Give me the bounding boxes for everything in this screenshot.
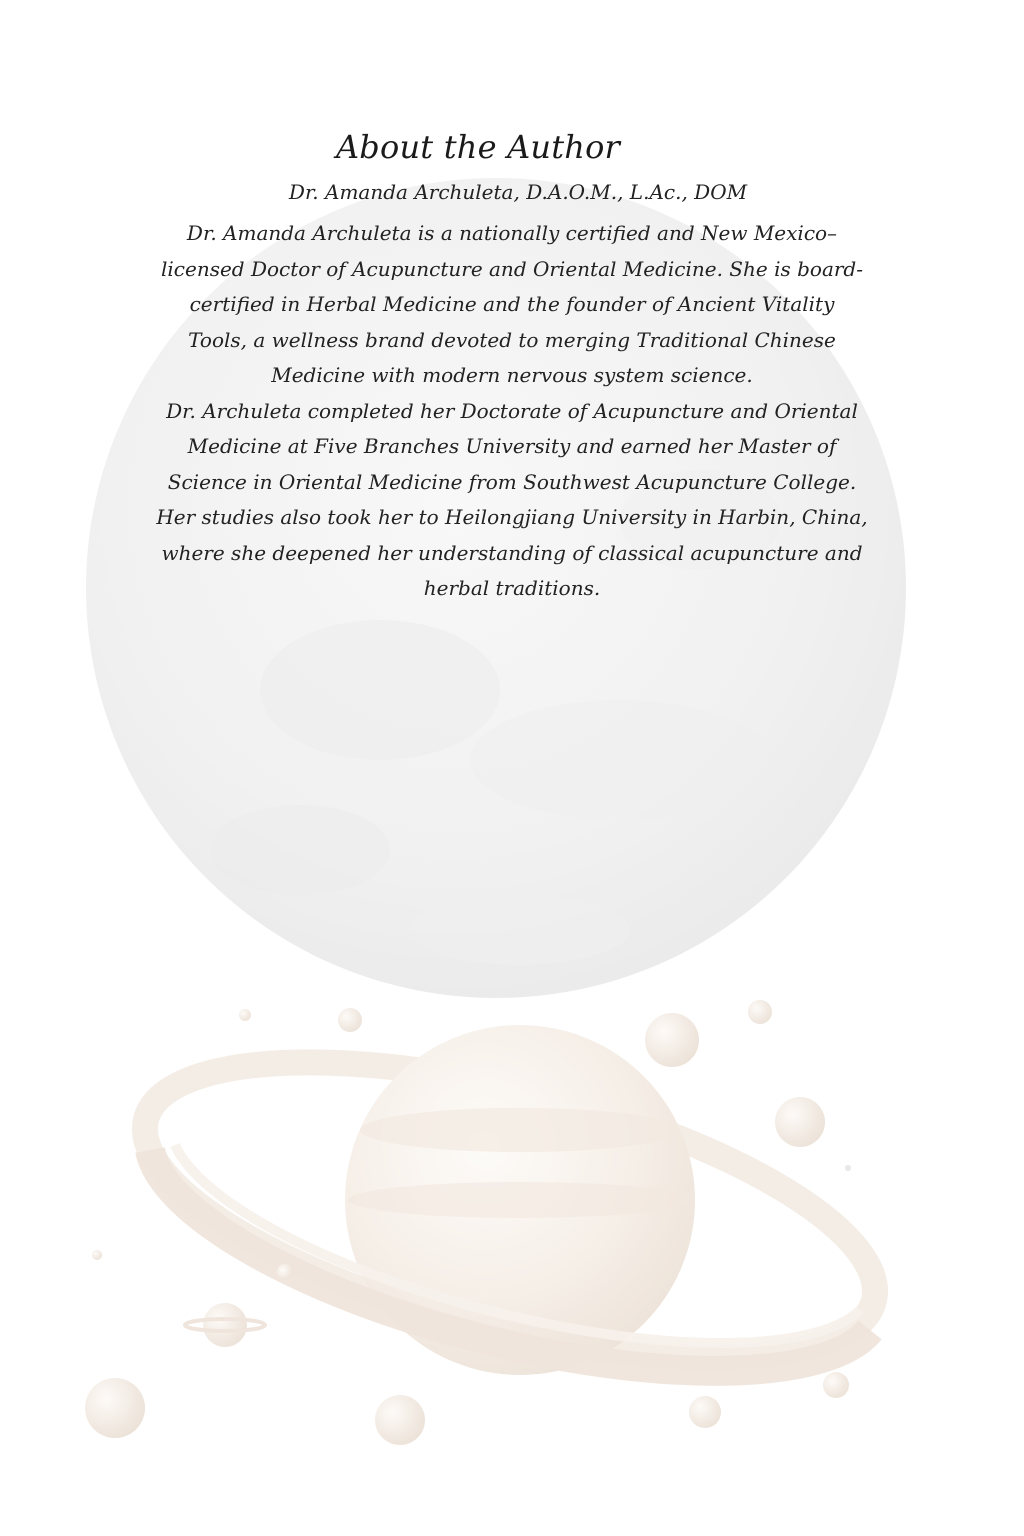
bio-line: Her studies also took her to Heilongjiang University in Harbin, China, [156,505,868,529]
bio-line: Dr. Archuleta completed her Doctorate of Acupuncture and Oriental [166,398,858,423]
bio-line: Science in Oriental Medicine from Southwest Acupuncture College. [167,469,857,494]
bio-line: certified in Herbal Medicine and the founder of Ancient Vitality [189,292,835,316]
bio-line: where she deepened her understanding of classical acupuncture and [161,540,863,565]
bio-line: Dr. Amanda Archuleta is a nationally certified and New Mexico– [186,221,838,245]
author-bio [112,216,912,607]
ringed-planet-illustration [117,1003,903,1417]
bio-line: licensed Doctor of Acupuncture and Oriental Medicine. She is board- [161,256,863,281]
author-credentials: Dr. Amanda Archuleta, D.A.O.M., L.Ac., DOM [288,180,748,204]
bio-line: Tools, a wellness brand devoted to merging Traditional Chinese [188,327,836,352]
bio-line: herbal traditions. [423,576,601,600]
bio-line: Medicine with modern nervous system science. [271,363,753,387]
page-title: About the Author [336,128,621,166]
bio-line: Medicine at Five Branches University and earned her Master of [187,434,837,458]
